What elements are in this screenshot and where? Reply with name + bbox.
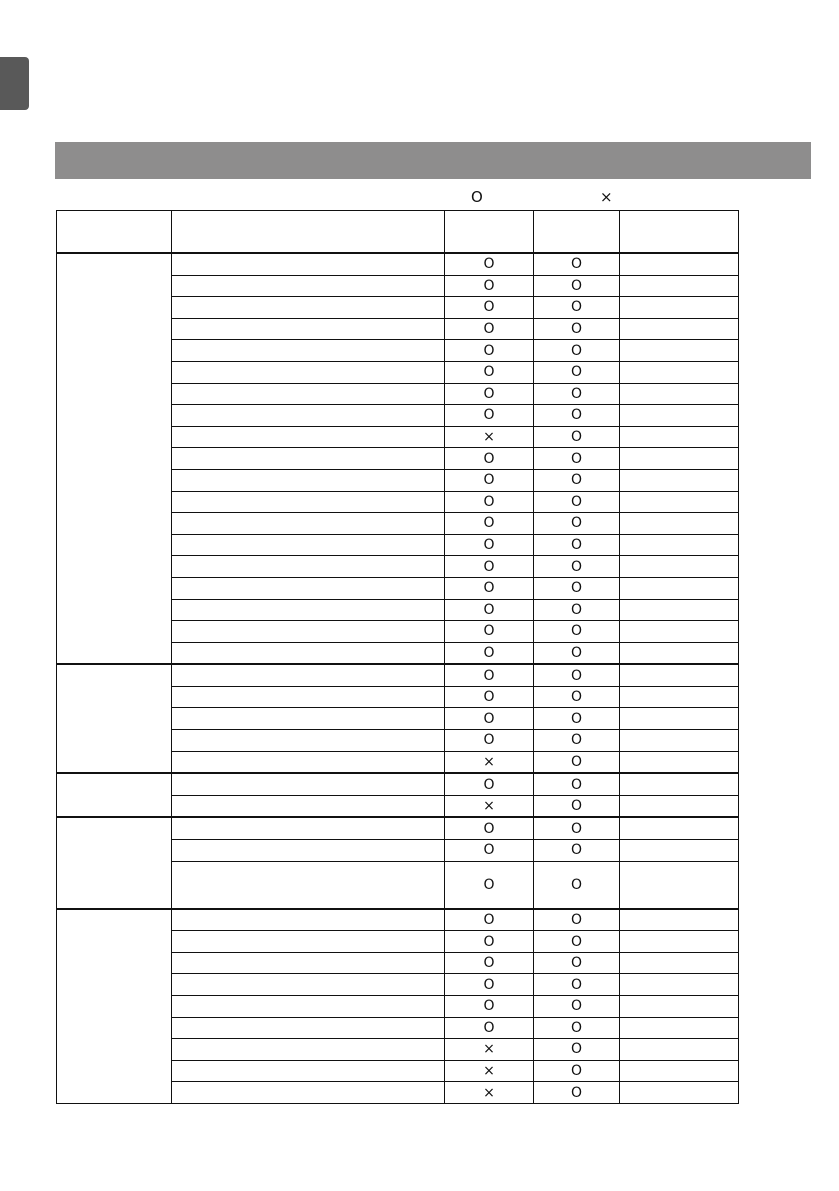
mark-symbol: O	[570, 644, 583, 661]
mark-symbol: O	[483, 644, 495, 661]
item-cell	[172, 664, 445, 686]
mark-symbol: O	[483, 321, 495, 338]
mark-symbol: O	[570, 753, 583, 770]
mark-symbol: O	[570, 321, 583, 338]
item-cell	[172, 817, 445, 839]
mark-cell-col1	[445, 708, 534, 730]
group-category-cell	[57, 909, 172, 1104]
mark-cell-col1	[445, 534, 534, 556]
header-cell-col2	[534, 211, 620, 254]
notes-cell	[620, 795, 739, 817]
mark-symbol: O	[483, 820, 495, 837]
notes-cell	[620, 361, 739, 383]
item-cell	[172, 708, 445, 730]
mark-symbol: O	[483, 842, 495, 859]
table-header-row	[57, 211, 739, 254]
mark-cell-col2	[534, 448, 620, 470]
mark-cell-col1	[445, 840, 534, 862]
mark-cell-col1	[445, 795, 534, 817]
mark-cell-col1	[445, 405, 534, 427]
mark-cell-col2	[534, 817, 620, 839]
mark-symbol: O	[570, 256, 583, 273]
table-row	[57, 773, 739, 795]
mark-symbol: O	[570, 472, 583, 489]
mark-cell-col1	[445, 642, 534, 664]
mark-symbol: O	[570, 820, 583, 837]
mark-symbol: O	[483, 299, 495, 316]
notes-cell	[620, 1082, 739, 1104]
compatibility-table	[56, 210, 739, 1104]
item-cell	[172, 383, 445, 405]
mark-cell-col2	[534, 426, 620, 448]
mark-symbol: O	[483, 515, 495, 532]
mark-cell-col2	[534, 513, 620, 535]
notes-cell	[620, 297, 739, 319]
item-cell	[172, 253, 445, 275]
mark-cell-col1	[445, 952, 534, 974]
item-cell	[172, 1039, 445, 1061]
mark-cell-col1	[445, 253, 534, 275]
item-cell	[172, 952, 445, 974]
notes-cell	[620, 642, 739, 664]
mark-symbol: O	[483, 493, 495, 510]
mark-cell-col2	[534, 318, 620, 340]
notes-cell	[620, 708, 739, 730]
mark-cell-col1	[445, 426, 534, 448]
mark-cell-col1	[445, 996, 534, 1018]
mark-cell-col1	[445, 730, 534, 752]
notes-cell	[620, 952, 739, 974]
header-cell-item	[172, 211, 445, 254]
mark-cell-col2	[534, 469, 620, 491]
mark-symbol: ×	[483, 1063, 495, 1080]
item-cell	[172, 1060, 445, 1082]
notes-cell	[620, 275, 739, 297]
mark-symbol: O	[570, 911, 583, 928]
mark-cell-col2	[534, 861, 620, 909]
item-cell	[172, 730, 445, 752]
mark-cell-col2	[534, 686, 620, 708]
mark-symbol: O	[570, 876, 583, 893]
item-cell	[172, 491, 445, 513]
mark-cell-col1	[445, 931, 534, 953]
table-row	[57, 909, 739, 931]
mark-cell-col2	[534, 909, 620, 931]
mark-symbol: O	[570, 364, 583, 381]
mark-cell-col2	[534, 405, 620, 427]
mark-cell-col2	[534, 931, 620, 953]
notes-cell	[620, 405, 739, 427]
item-cell	[172, 751, 445, 773]
mark-symbol: O	[483, 537, 495, 554]
mark-symbol: O	[483, 689, 495, 706]
mark-symbol: O	[483, 277, 495, 294]
mark-cell-col1	[445, 513, 534, 535]
notes-cell	[620, 773, 739, 795]
notes-cell	[620, 469, 739, 491]
mark-symbol: O	[483, 472, 495, 489]
mark-cell-col2	[534, 840, 620, 862]
section-header-bar	[55, 142, 811, 179]
mark-cell-col2	[534, 730, 620, 752]
item-cell	[172, 448, 445, 470]
mark-cell-col2	[534, 534, 620, 556]
mark-cell-col2	[534, 1082, 620, 1104]
mark-cell-col1	[445, 861, 534, 909]
notes-cell	[620, 556, 739, 578]
item-cell	[172, 297, 445, 319]
mark-symbol: O	[570, 277, 583, 294]
notes-cell	[620, 840, 739, 862]
group-category-cell	[57, 773, 172, 817]
mark-cell-col1	[445, 773, 534, 795]
notes-cell	[620, 861, 739, 909]
mark-cell-col1	[445, 1039, 534, 1061]
mark-symbol: O	[483, 385, 495, 402]
notes-cell	[620, 686, 739, 708]
notes-cell	[620, 253, 739, 275]
mark-cell-col2	[534, 795, 620, 817]
mark-symbol: O	[483, 876, 495, 893]
mark-cell-col2	[534, 1017, 620, 1039]
notes-cell	[620, 974, 739, 996]
mark-symbol: O	[570, 933, 583, 950]
mark-symbol: O	[570, 580, 583, 597]
item-cell	[172, 974, 445, 996]
mark-cell-col1	[445, 909, 534, 931]
mark-symbol: O	[570, 955, 583, 972]
mark-cell-col1	[445, 383, 534, 405]
item-cell	[172, 909, 445, 931]
item-cell	[172, 996, 445, 1018]
mark-cell-col2	[534, 556, 620, 578]
mark-symbol: O	[570, 798, 583, 815]
mark-symbol: O	[570, 601, 583, 618]
item-cell	[172, 795, 445, 817]
item-cell	[172, 426, 445, 448]
item-cell	[172, 1082, 445, 1104]
mark-cell-col2	[534, 599, 620, 621]
notes-cell	[620, 448, 739, 470]
mark-cell-col1	[445, 664, 534, 686]
mark-cell-col2	[534, 253, 620, 275]
mark-symbol: O	[570, 299, 583, 316]
item-cell	[172, 861, 445, 909]
mark-cell-col2	[534, 664, 620, 686]
notes-cell	[620, 318, 739, 340]
mark-cell-col1	[445, 491, 534, 513]
mark-symbol: O	[570, 667, 583, 684]
notes-cell	[620, 1039, 739, 1061]
mark-symbol: O	[483, 407, 495, 424]
header-cell-col1	[445, 211, 534, 254]
mark-symbol: O	[483, 256, 495, 273]
header-cell-category	[57, 211, 172, 254]
mark-cell-col1	[445, 621, 534, 643]
item-cell	[172, 534, 445, 556]
mark-cell-col1	[445, 577, 534, 599]
item-cell	[172, 556, 445, 578]
item-cell	[172, 1017, 445, 1039]
mark-symbol: O	[570, 689, 583, 706]
item-cell	[172, 686, 445, 708]
item-cell	[172, 773, 445, 795]
mark-symbol: O	[570, 976, 583, 993]
mark-symbol: O	[570, 342, 583, 359]
legend-no-symbol: ×	[600, 188, 613, 206]
item-cell	[172, 513, 445, 535]
notes-cell	[620, 534, 739, 556]
mark-symbol: O	[570, 732, 583, 749]
notes-cell	[620, 621, 739, 643]
mark-cell-col2	[534, 1039, 620, 1061]
item-cell	[172, 340, 445, 362]
mark-symbol: O	[483, 580, 495, 597]
mark-symbol: O	[570, 537, 583, 554]
section-side-tab	[0, 57, 29, 110]
mark-symbol: O	[570, 429, 583, 446]
mark-cell-col1	[445, 340, 534, 362]
mark-symbol: O	[570, 1041, 583, 1058]
mark-cell-col2	[534, 751, 620, 773]
item-cell	[172, 621, 445, 643]
notes-cell	[620, 996, 739, 1018]
mark-cell-col2	[534, 952, 620, 974]
mark-cell-col1	[445, 974, 534, 996]
mark-cell-col1	[445, 686, 534, 708]
mark-symbol: O	[570, 493, 583, 510]
notes-cell	[620, 383, 739, 405]
mark-symbol: O	[483, 364, 495, 381]
mark-symbol: ×	[483, 1084, 495, 1101]
item-cell	[172, 577, 445, 599]
mark-cell-col1	[445, 361, 534, 383]
notes-cell	[620, 599, 739, 621]
notes-cell	[620, 931, 739, 953]
mark-symbol: ×	[483, 798, 495, 815]
notes-cell	[620, 817, 739, 839]
mark-symbol: O	[570, 710, 583, 727]
item-cell	[172, 405, 445, 427]
item-cell	[172, 599, 445, 621]
group-category-cell	[57, 253, 172, 664]
mark-symbol: O	[483, 450, 495, 467]
mark-cell-col2	[534, 340, 620, 362]
mark-symbol: O	[570, 1019, 583, 1036]
mark-cell-col1	[445, 599, 534, 621]
mark-cell-col2	[534, 642, 620, 664]
mark-symbol: O	[570, 515, 583, 532]
mark-cell-col2	[534, 577, 620, 599]
mark-cell-col1	[445, 556, 534, 578]
mark-symbol: ×	[483, 429, 495, 446]
mark-symbol: O	[483, 732, 495, 749]
mark-symbol: O	[570, 623, 583, 640]
mark-symbol: ×	[483, 1041, 495, 1058]
mark-cell-col1	[445, 469, 534, 491]
mark-symbol: O	[483, 558, 495, 575]
mark-symbol: O	[483, 667, 495, 684]
mark-symbol: O	[570, 450, 583, 467]
mark-cell-col1	[445, 817, 534, 839]
mark-symbol: O	[570, 407, 583, 424]
group-category-cell	[57, 817, 172, 908]
mark-symbol: O	[483, 998, 495, 1015]
item-cell	[172, 361, 445, 383]
notes-cell	[620, 909, 739, 931]
mark-cell-col1	[445, 751, 534, 773]
mark-symbol: O	[483, 933, 495, 950]
item-cell	[172, 318, 445, 340]
notes-cell	[620, 426, 739, 448]
mark-symbol: O	[570, 842, 583, 859]
mark-cell-col2	[534, 708, 620, 730]
mark-cell-col1	[445, 318, 534, 340]
mark-symbol: O	[570, 1084, 583, 1101]
mark-cell-col2	[534, 974, 620, 996]
notes-cell	[620, 664, 739, 686]
mark-symbol: O	[570, 385, 583, 402]
mark-symbol: O	[570, 998, 583, 1015]
table-row	[57, 817, 739, 839]
mark-cell-col1	[445, 297, 534, 319]
table-row	[57, 253, 739, 275]
mark-symbol: O	[570, 1063, 583, 1080]
mark-cell-col2	[534, 383, 620, 405]
mark-cell-col2	[534, 491, 620, 513]
notes-cell	[620, 513, 739, 535]
notes-cell	[620, 340, 739, 362]
mark-symbol: O	[483, 710, 495, 727]
mark-cell-col2	[534, 621, 620, 643]
notes-cell	[620, 730, 739, 752]
mark-cell-col1	[445, 1082, 534, 1104]
mark-symbol: O	[570, 558, 583, 575]
item-cell	[172, 840, 445, 862]
mark-symbol: O	[483, 976, 495, 993]
mark-symbol: O	[483, 955, 495, 972]
item-cell	[172, 469, 445, 491]
mark-symbol: O	[483, 623, 495, 640]
mark-cell-col2	[534, 361, 620, 383]
mark-cell-col2	[534, 1060, 620, 1082]
mark-symbol: O	[570, 776, 583, 793]
notes-cell	[620, 577, 739, 599]
mark-symbol: O	[483, 911, 495, 928]
mark-cell-col2	[534, 996, 620, 1018]
group-category-cell	[57, 664, 172, 773]
mark-cell-col1	[445, 1060, 534, 1082]
mark-symbol: O	[483, 342, 495, 359]
mark-cell-col1	[445, 1017, 534, 1039]
notes-cell	[620, 751, 739, 773]
header-cell-notes	[620, 211, 739, 254]
notes-cell	[620, 1017, 739, 1039]
item-cell	[172, 642, 445, 664]
table-row	[57, 664, 739, 686]
mark-symbol: O	[483, 1019, 495, 1036]
mark-symbol: O	[483, 776, 495, 793]
mark-cell-col2	[534, 773, 620, 795]
mark-symbol: ×	[483, 753, 495, 770]
mark-cell-col1	[445, 448, 534, 470]
item-cell	[172, 275, 445, 297]
mark-cell-col2	[534, 297, 620, 319]
mark-symbol: O	[483, 601, 495, 618]
notes-cell	[620, 1060, 739, 1082]
legend-yes-symbol: O	[471, 188, 483, 206]
mark-cell-col2	[534, 275, 620, 297]
mark-cell-col1	[445, 275, 534, 297]
notes-cell	[620, 491, 739, 513]
item-cell	[172, 931, 445, 953]
